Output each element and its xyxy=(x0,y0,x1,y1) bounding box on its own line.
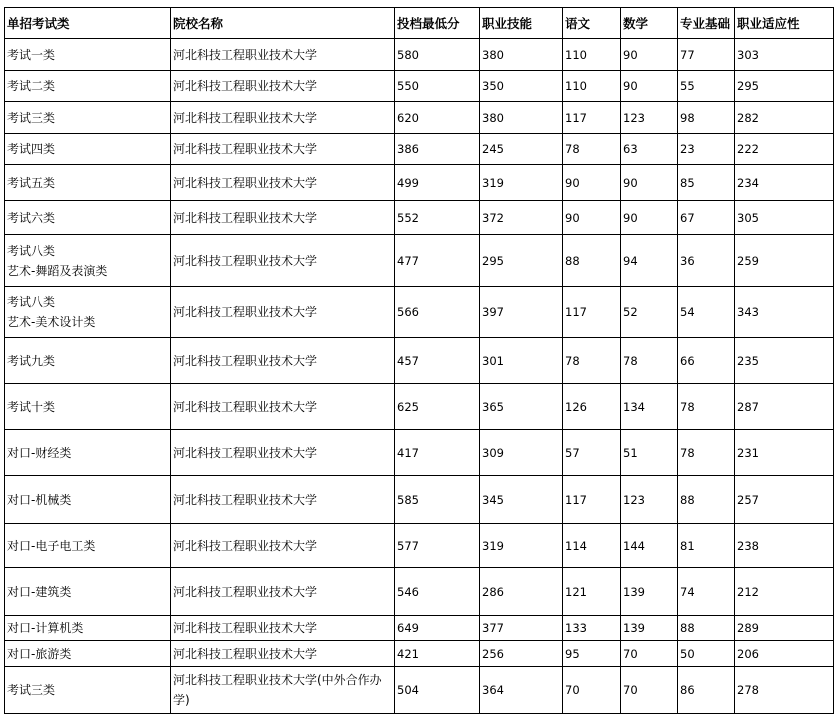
cell-category xyxy=(5,102,171,134)
cell-min-score: 421 xyxy=(395,641,480,667)
cell-category xyxy=(5,134,171,165)
category-line: 考试四类 xyxy=(7,142,56,156)
cell-skill: 364 xyxy=(480,667,563,714)
header-aptitude: 职业适应性 xyxy=(735,8,834,39)
category-line: 对口-建筑类 xyxy=(7,584,72,599)
cell-basic: 78 xyxy=(678,430,735,476)
cell-school: 河北科技工程职业技术大学 xyxy=(171,201,395,235)
cell-math: 123 xyxy=(621,476,678,524)
cell-chinese: 57 xyxy=(563,430,621,476)
table-row xyxy=(5,338,834,384)
table-row xyxy=(5,102,834,134)
cell-skill: 350 xyxy=(480,71,563,102)
cell-skill: 380 xyxy=(480,102,563,134)
cell-skill: 319 xyxy=(480,524,563,568)
cell-min-score: 499 xyxy=(395,165,480,201)
cell-school: 河北科技工程职业技术大学 xyxy=(171,235,395,287)
cell-basic: 85 xyxy=(678,165,735,201)
header-min-score: 投档最低分 xyxy=(395,8,480,39)
cell-basic: 36 xyxy=(678,235,735,287)
cell-min-score: 546 xyxy=(395,568,480,616)
cell-skill: 365 xyxy=(480,384,563,430)
cell-min-score: 585 xyxy=(395,476,480,524)
header-category: 单招考试类 xyxy=(5,8,171,39)
cell-school: 河北科技工程职业技术大学 xyxy=(171,616,395,641)
category-line: 艺术-舞蹈及表演类 xyxy=(7,263,108,278)
cell-school: 河北科技工程职业技术大学 xyxy=(171,287,395,338)
cell-category xyxy=(5,568,171,616)
table-row xyxy=(5,235,834,287)
cell-math: 134 xyxy=(621,384,678,430)
cell-category xyxy=(5,287,171,338)
table-header-row xyxy=(5,8,834,39)
header-skill: 职业技能 xyxy=(480,8,563,39)
table-row xyxy=(5,287,834,338)
cell-math: 70 xyxy=(621,667,678,714)
cell-basic: 23 xyxy=(678,134,735,165)
cell-aptitude: 238 xyxy=(735,524,834,568)
table-row xyxy=(5,616,834,641)
cell-math: 139 xyxy=(621,568,678,616)
cell-aptitude: 259 xyxy=(735,235,834,287)
cell-math: 123 xyxy=(621,102,678,134)
cell-math: 52 xyxy=(621,287,678,338)
cell-aptitude: 295 xyxy=(735,71,834,102)
cell-chinese: 114 xyxy=(563,524,621,568)
category-line: 考试三类 xyxy=(7,683,56,697)
category-line: 考试六类 xyxy=(7,210,56,225)
table-row xyxy=(5,641,834,667)
cell-chinese: 110 xyxy=(563,39,621,71)
cell-chinese: 90 xyxy=(563,201,621,235)
category-line: 考试九类 xyxy=(7,353,56,368)
cell-math: 78 xyxy=(621,338,678,384)
cell-skill: 377 xyxy=(480,616,563,641)
cell-min-score: 457 xyxy=(395,338,480,384)
cell-min-score: 477 xyxy=(395,235,480,287)
cell-min-score: 580 xyxy=(395,39,480,71)
cell-min-score: 577 xyxy=(395,524,480,568)
cell-category xyxy=(5,430,171,476)
cell-aptitude: 206 xyxy=(735,641,834,667)
category-line: 对口-计算机类 xyxy=(7,621,84,635)
cell-chinese: 117 xyxy=(563,476,621,524)
cell-min-score: 552 xyxy=(395,201,480,235)
cell-basic: 74 xyxy=(678,568,735,616)
cell-skill: 256 xyxy=(480,641,563,667)
cell-school: 河北科技工程职业技术大学 xyxy=(171,524,395,568)
cell-skill: 245 xyxy=(480,134,563,165)
cell-aptitude: 287 xyxy=(735,384,834,430)
cell-aptitude: 289 xyxy=(735,616,834,641)
cell-school: 河北科技工程职业技术大学 xyxy=(171,39,395,71)
cell-category xyxy=(5,384,171,430)
cell-chinese: 70 xyxy=(563,667,621,714)
cell-skill: 309 xyxy=(480,430,563,476)
cell-math: 63 xyxy=(621,134,678,165)
cell-min-score: 566 xyxy=(395,287,480,338)
cell-basic: 50 xyxy=(678,641,735,667)
cell-aptitude: 222 xyxy=(735,134,834,165)
table-row xyxy=(5,568,834,616)
category-line: 艺术-美术设计类 xyxy=(7,315,96,329)
cell-basic: 77 xyxy=(678,39,735,71)
table-row xyxy=(5,524,834,568)
category-line: 对口-电子电工类 xyxy=(7,538,96,553)
cell-chinese: 78 xyxy=(563,134,621,165)
table-row xyxy=(5,430,834,476)
cell-category xyxy=(5,39,171,71)
cell-category xyxy=(5,201,171,235)
cell-min-score: 386 xyxy=(395,134,480,165)
cell-min-score: 620 xyxy=(395,102,480,134)
cell-chinese: 95 xyxy=(563,641,621,667)
cell-basic: 98 xyxy=(678,102,735,134)
category-line: 对口-旅游类 xyxy=(7,646,72,661)
cell-category xyxy=(5,641,171,667)
cell-basic: 81 xyxy=(678,524,735,568)
score-table-container xyxy=(4,7,834,714)
cell-math: 70 xyxy=(621,641,678,667)
cell-aptitude: 234 xyxy=(735,165,834,201)
category-line: 考试五类 xyxy=(7,175,56,190)
cell-aptitude: 278 xyxy=(735,667,834,714)
cell-basic: 54 xyxy=(678,287,735,338)
cell-category xyxy=(5,524,171,568)
cell-basic: 86 xyxy=(678,667,735,714)
cell-school: 河北科技工程职业技术大学 xyxy=(171,641,395,667)
cell-category xyxy=(5,338,171,384)
cell-math: 144 xyxy=(621,524,678,568)
table-row xyxy=(5,134,834,165)
cell-category xyxy=(5,476,171,524)
cell-school: 河北科技工程职业技术大学 xyxy=(171,71,395,102)
cell-category xyxy=(5,616,171,641)
cell-min-score: 625 xyxy=(395,384,480,430)
table-row xyxy=(5,165,834,201)
cell-chinese: 126 xyxy=(563,384,621,430)
cell-chinese: 133 xyxy=(563,616,621,641)
category-line: 考试十类 xyxy=(7,399,56,414)
cell-math: 90 xyxy=(621,71,678,102)
table-row xyxy=(5,201,834,235)
category-line: 考试三类 xyxy=(7,110,56,125)
cell-math: 90 xyxy=(621,165,678,201)
cell-math: 51 xyxy=(621,430,678,476)
cell-basic: 88 xyxy=(678,616,735,641)
cell-chinese: 78 xyxy=(563,338,621,384)
cell-min-score: 504 xyxy=(395,667,480,714)
cell-skill: 372 xyxy=(480,201,563,235)
cell-aptitude: 257 xyxy=(735,476,834,524)
table-row xyxy=(5,667,834,714)
category-line: 考试八类 xyxy=(7,295,56,309)
cell-basic: 78 xyxy=(678,384,735,430)
category-line: 考试八类 xyxy=(7,243,56,258)
cell-skill: 301 xyxy=(480,338,563,384)
header-basic: 专业基础 xyxy=(678,8,735,39)
cell-skill: 397 xyxy=(480,287,563,338)
category-line: 考试二类 xyxy=(7,79,56,93)
cell-aptitude: 305 xyxy=(735,201,834,235)
cell-skill: 345 xyxy=(480,476,563,524)
cell-aptitude: 231 xyxy=(735,430,834,476)
cell-chinese: 88 xyxy=(563,235,621,287)
header-chinese: 语文 xyxy=(563,8,621,39)
table-row xyxy=(5,476,834,524)
cell-math: 90 xyxy=(621,201,678,235)
cell-math: 94 xyxy=(621,235,678,287)
cell-basic: 88 xyxy=(678,476,735,524)
cell-skill: 286 xyxy=(480,568,563,616)
cell-school: 河北科技工程职业技术大学 xyxy=(171,568,395,616)
cell-aptitude: 212 xyxy=(735,568,834,616)
cell-basic: 66 xyxy=(678,338,735,384)
cell-chinese: 121 xyxy=(563,568,621,616)
cell-school: 河北科技工程职业技术大学 xyxy=(171,134,395,165)
cell-math: 90 xyxy=(621,39,678,71)
cell-chinese: 110 xyxy=(563,71,621,102)
table-row xyxy=(5,39,834,71)
cell-school: 河北科技工程职业技术大学 xyxy=(171,476,395,524)
header-math: 数学 xyxy=(621,8,678,39)
cell-skill: 319 xyxy=(480,165,563,201)
cell-chinese: 90 xyxy=(563,165,621,201)
admission-score-table xyxy=(4,7,834,714)
table-body xyxy=(5,39,834,714)
cell-aptitude: 282 xyxy=(735,102,834,134)
cell-category xyxy=(5,71,171,102)
cell-school: 河北科技工程职业技术大学(中外合作办学) xyxy=(171,667,395,714)
cell-school: 河北科技工程职业技术大学 xyxy=(171,338,395,384)
cell-min-score: 649 xyxy=(395,616,480,641)
cell-category xyxy=(5,235,171,287)
cell-school: 河北科技工程职业技术大学 xyxy=(171,165,395,201)
cell-aptitude: 303 xyxy=(735,39,834,71)
cell-school: 河北科技工程职业技术大学 xyxy=(171,384,395,430)
cell-math: 139 xyxy=(621,616,678,641)
cell-basic: 67 xyxy=(678,201,735,235)
cell-chinese: 117 xyxy=(563,102,621,134)
cell-aptitude: 343 xyxy=(735,287,834,338)
category-line: 对口-机械类 xyxy=(7,492,72,507)
table-row xyxy=(5,71,834,102)
cell-category xyxy=(5,667,171,714)
category-line: 考试一类 xyxy=(7,47,56,62)
header-school: 院校名称 xyxy=(171,8,395,39)
cell-min-score: 417 xyxy=(395,430,480,476)
cell-category xyxy=(5,165,171,201)
cell-skill: 295 xyxy=(480,235,563,287)
category-line: 对口-财经类 xyxy=(7,445,72,460)
cell-basic: 55 xyxy=(678,71,735,102)
cell-min-score: 550 xyxy=(395,71,480,102)
cell-chinese: 117 xyxy=(563,287,621,338)
table-row xyxy=(5,384,834,430)
cell-skill: 380 xyxy=(480,39,563,71)
cell-aptitude: 235 xyxy=(735,338,834,384)
cell-school: 河北科技工程职业技术大学 xyxy=(171,430,395,476)
cell-school: 河北科技工程职业技术大学 xyxy=(171,102,395,134)
